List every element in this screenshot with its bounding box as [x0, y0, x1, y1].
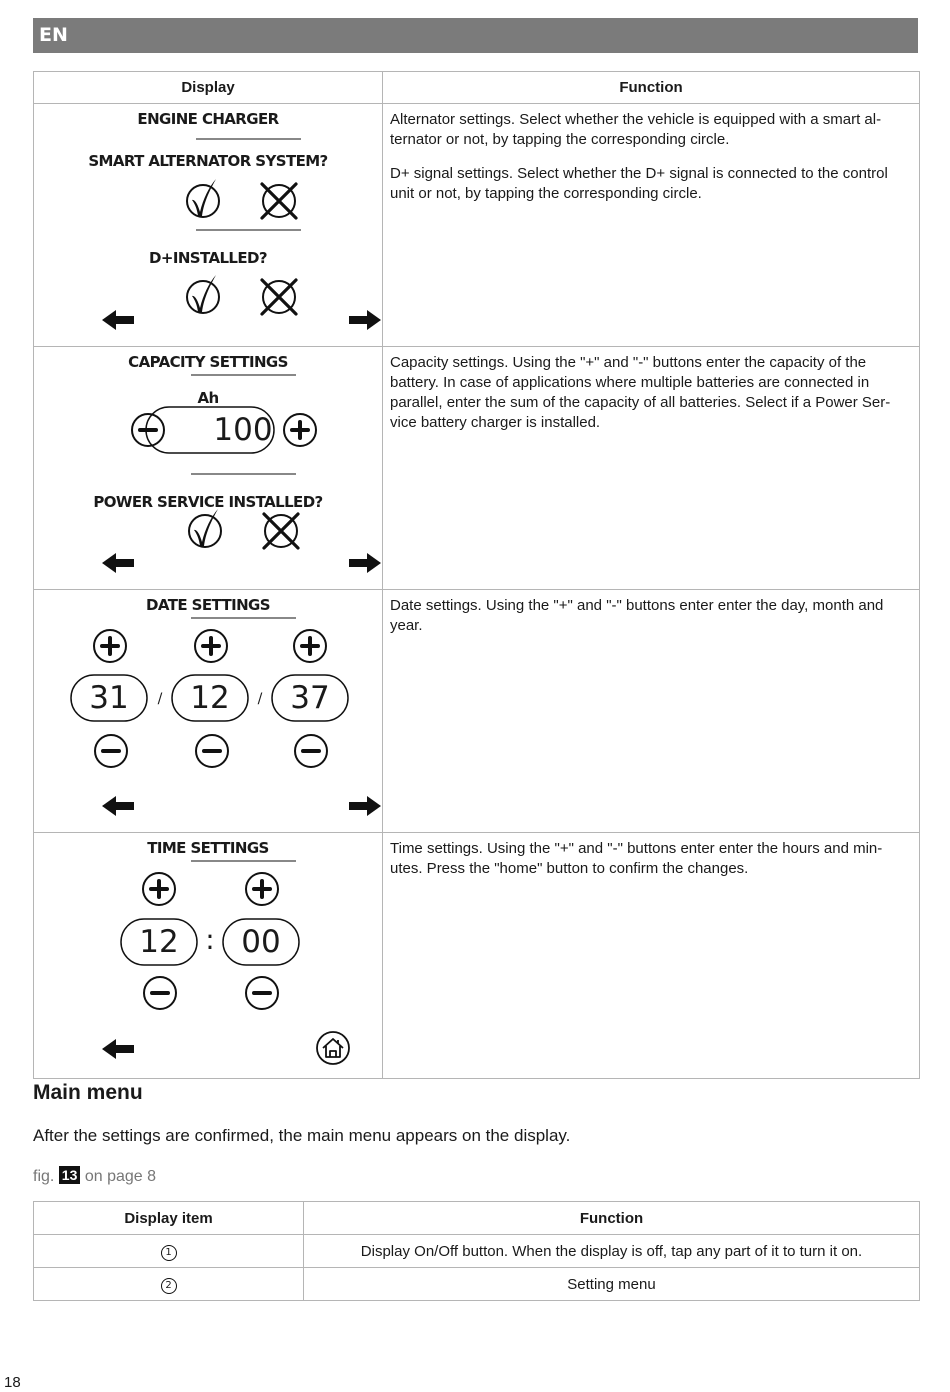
col-header-display: Display [34, 72, 383, 104]
arrow-left-icon[interactable] [102, 310, 134, 330]
check-icon[interactable] [187, 275, 219, 313]
smart-alternator-question: SMART ALTERNATOR SYSTEM? [88, 152, 328, 170]
col-header-function: Function [383, 72, 920, 104]
function-text: Time settings. Using the "+" and "-" buttons enter enter the hours and min-utes. Press the "home" button to confirm the changes. [390, 840, 883, 877]
plus-icon[interactable] [143, 873, 175, 905]
language-bar: EN [33, 18, 918, 53]
page-number: 18 [4, 1374, 21, 1391]
screen-title: TIME SETTINGS [147, 839, 269, 857]
plus-icon[interactable] [246, 873, 278, 905]
item-number-badge: 2 [161, 1278, 177, 1294]
function-text: D+ signal settings. Select whether the D+ signal is connected to the control unit or not, by tapping the corresponding circle. [390, 165, 888, 202]
check-icon[interactable] [189, 509, 221, 547]
function-cell [383, 347, 920, 590]
table-row [34, 347, 920, 590]
fig-suffix: on page 8 [84, 1168, 157, 1185]
table-row [34, 1235, 920, 1268]
home-icon[interactable] [317, 1032, 349, 1064]
function-cell [383, 104, 920, 347]
plus-icon[interactable] [94, 630, 126, 662]
function-text: Date settings. Using the "+" and "-" buttons enter enter the day, month and year. [390, 597, 884, 634]
cross-icon[interactable] [262, 280, 296, 314]
table-row [34, 104, 920, 347]
item-cell [34, 1235, 304, 1268]
arrow-right-icon[interactable] [349, 553, 381, 573]
screen-title: ENGINE CHARGER [137, 110, 279, 128]
display-cell-engine-charger [34, 104, 383, 347]
arrow-left-icon[interactable] [102, 796, 134, 816]
settings-table [33, 71, 920, 1079]
table-row [34, 1268, 920, 1301]
date-separator: / [257, 691, 263, 707]
minus-icon[interactable] [246, 977, 278, 1009]
capacity-value: 100 [213, 412, 273, 448]
display-cell-date-settings [34, 590, 383, 833]
minutes-value: 00 [241, 924, 281, 960]
cross-icon[interactable] [262, 184, 296, 218]
section-heading: Main menu [33, 1081, 143, 1104]
plus-icon[interactable] [195, 630, 227, 662]
function-cell [383, 590, 920, 833]
arrow-right-icon[interactable] [349, 796, 381, 816]
cross-icon[interactable] [264, 514, 298, 548]
d-plus-question: D+INSTALLED? [149, 249, 267, 267]
screen-title: CAPACITY SETTINGS [128, 353, 288, 371]
item-cell [34, 1268, 304, 1301]
screen-title: DATE SETTINGS [146, 596, 270, 614]
minus-icon[interactable] [144, 977, 176, 1009]
day-value: 31 [89, 680, 129, 716]
minus-icon[interactable] [95, 735, 127, 767]
function-cell: Display On/Off button. When the display is off, tap any part of it to turn it on. [304, 1235, 920, 1268]
table-row [34, 833, 920, 1079]
time-separator: : [205, 923, 215, 956]
year-value: 37 [290, 680, 330, 716]
month-value: 12 [190, 680, 230, 716]
function-cell: Setting menu [304, 1268, 920, 1301]
plus-icon[interactable] [294, 630, 326, 662]
col-header-display-item: Display item [34, 1202, 304, 1235]
minus-icon[interactable] [196, 735, 228, 767]
function-text: Capacity settings. Using the "+" and "-" buttons enter the capacity of the battery. In case of applications where multiple batteries are connected in parallel, enter the sum of the capacity of all batteries. Select if a Power Ser-vice battery charger is installed. [390, 354, 891, 431]
minus-icon[interactable] [295, 735, 327, 767]
display-cell-capacity-settings [34, 347, 383, 590]
fig-number-badge: 13 [59, 1166, 81, 1184]
hours-value: 12 [139, 924, 179, 960]
main-menu-table [33, 1201, 920, 1301]
function-text: Alternator settings. Select whether the vehicle is equipped with a smart al-ternator or not, by tapping the corresponding circle. [390, 111, 882, 148]
capacity-unit: Ah [197, 389, 219, 407]
fig-prefix: fig. [33, 1168, 55, 1185]
col-header-function: Function [304, 1202, 920, 1235]
arrow-left-icon[interactable] [102, 1039, 134, 1059]
display-cell-time-settings [34, 833, 383, 1079]
table-header-row [34, 72, 920, 104]
arrow-right-icon[interactable] [349, 310, 381, 330]
section-intro: After the settings are confirmed, the main menu appears on the display. [33, 1126, 571, 1145]
figure-reference[interactable] [33, 1166, 156, 1186]
item-number-badge: 1 [161, 1245, 177, 1261]
date-separator: / [157, 691, 163, 707]
table-header-row [34, 1202, 920, 1235]
check-icon[interactable] [187, 179, 219, 217]
arrow-left-icon[interactable] [102, 553, 134, 573]
function-cell [383, 833, 920, 1079]
table-row [34, 590, 920, 833]
power-service-question: POWER SERVICE INSTALLED? [93, 493, 323, 511]
